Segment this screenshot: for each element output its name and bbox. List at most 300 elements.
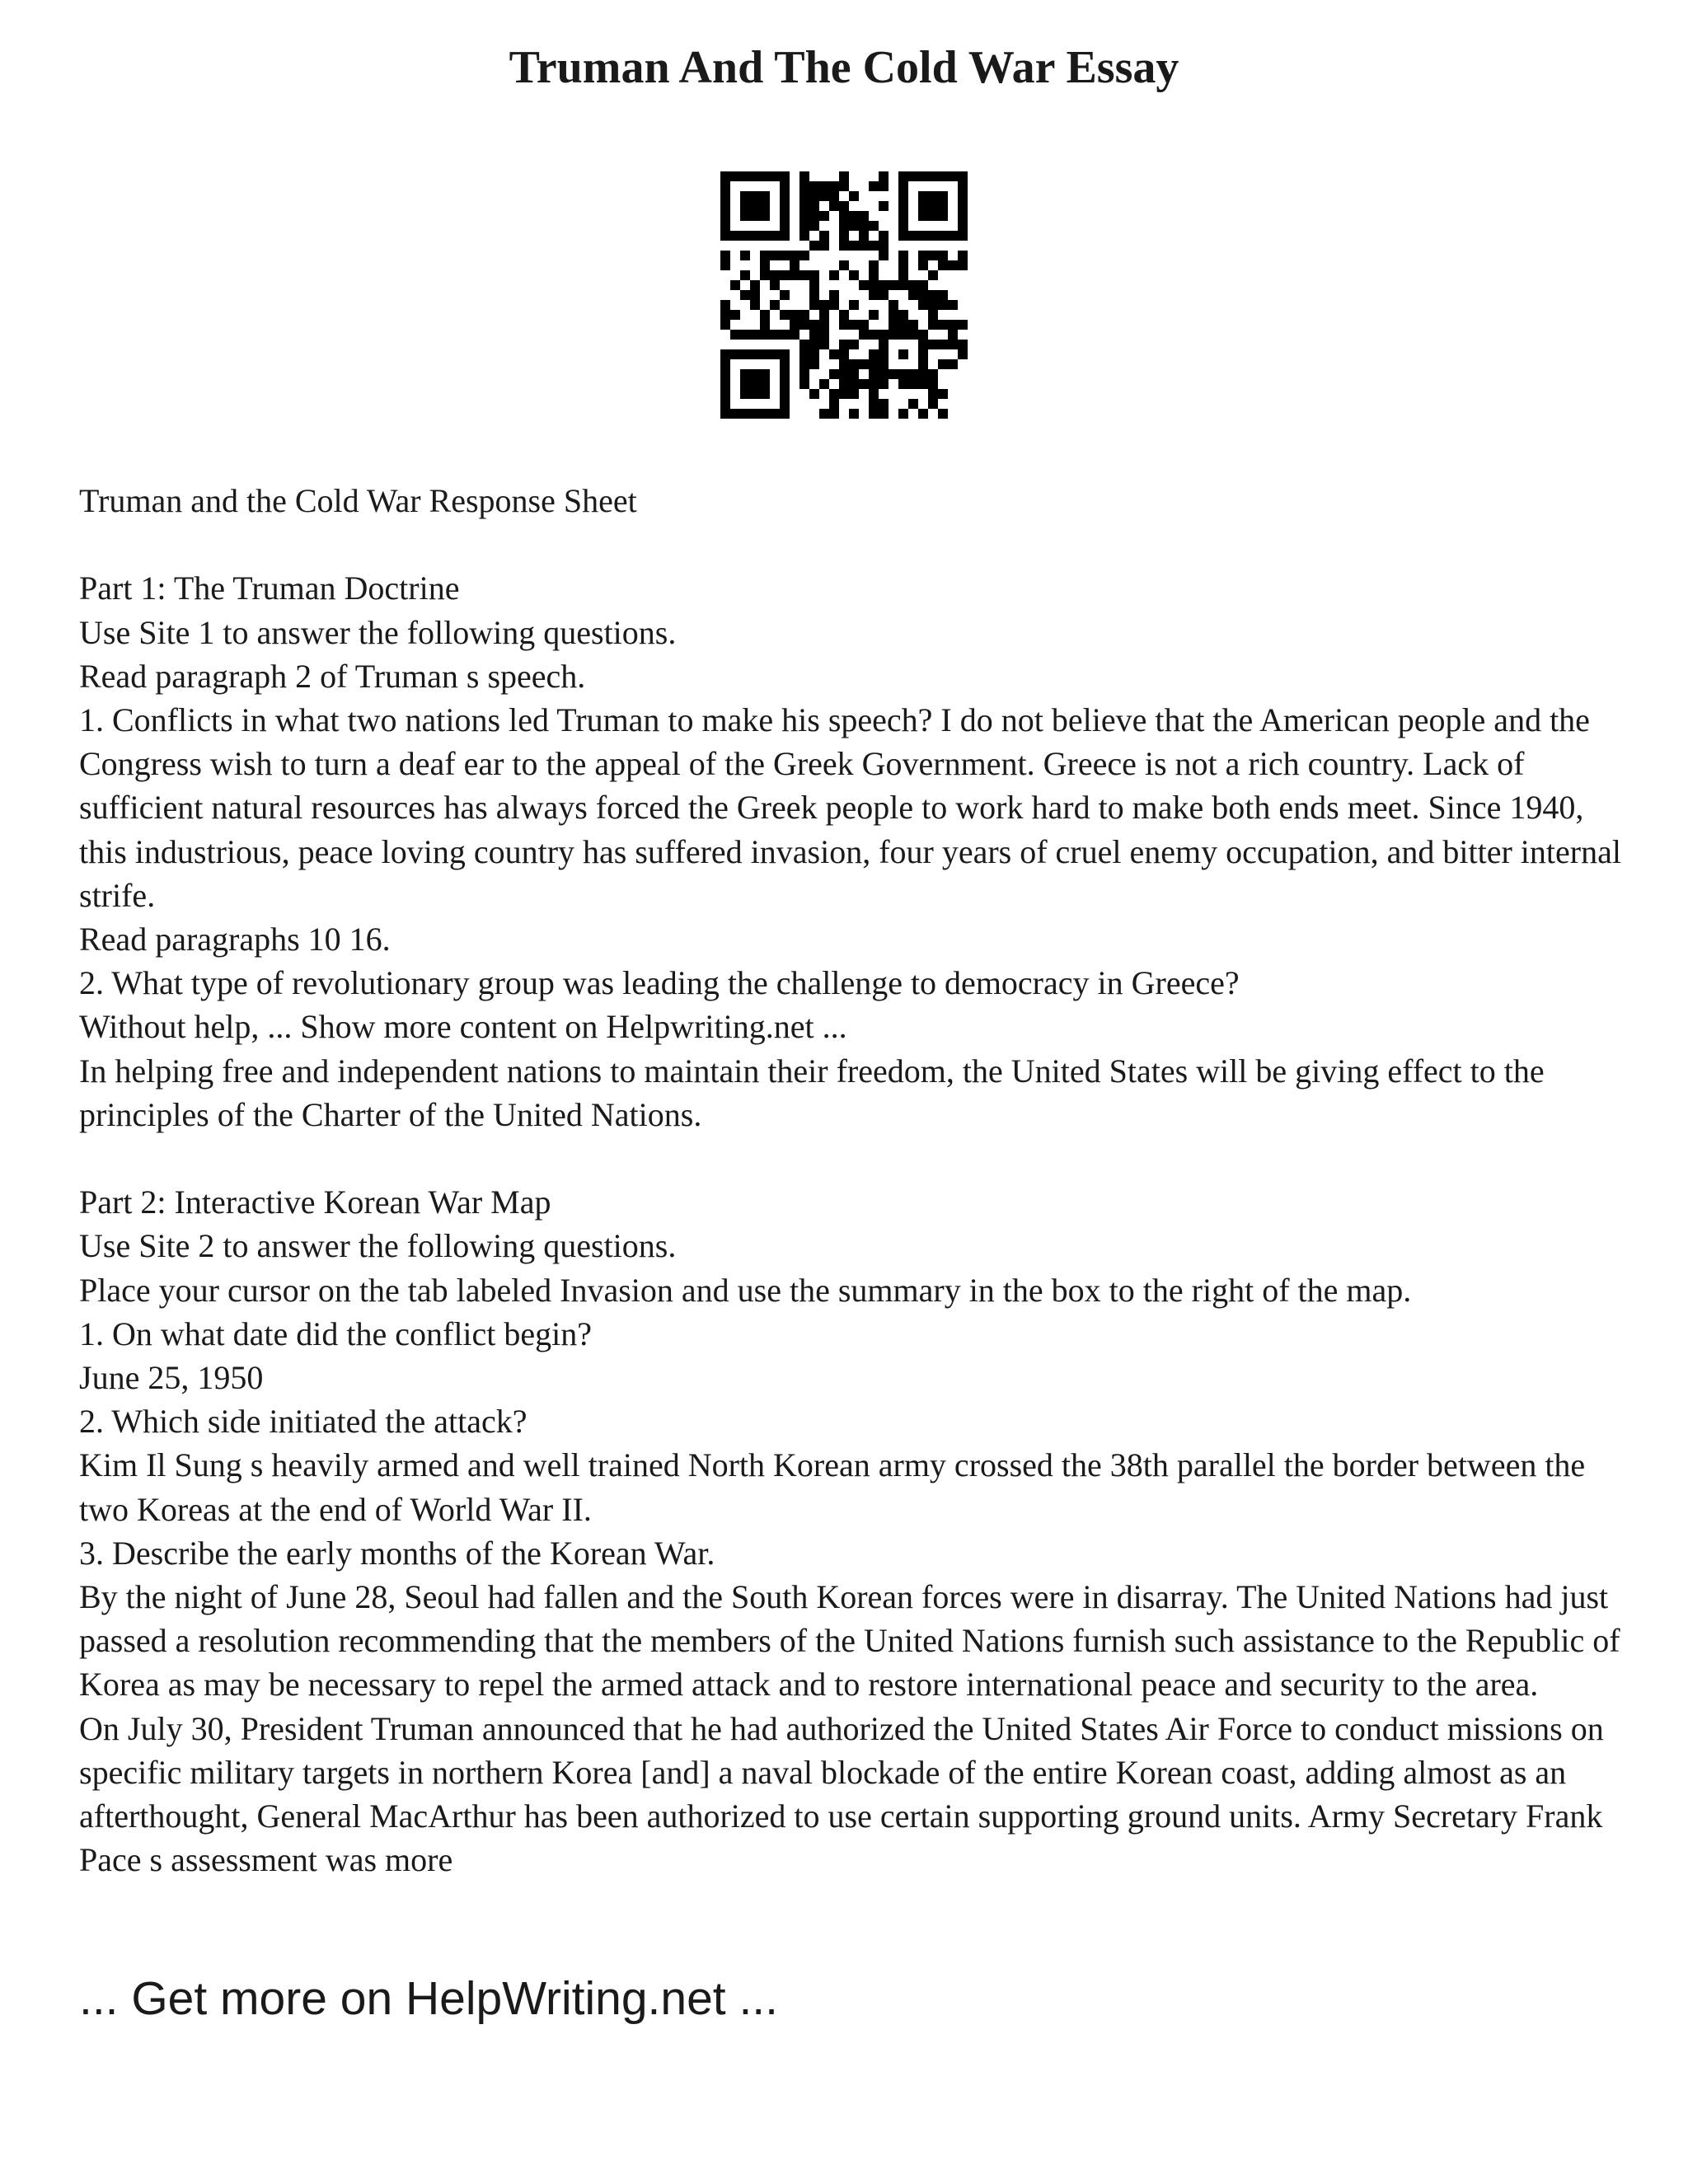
qr-module [918, 330, 928, 340]
qr-module [948, 340, 958, 349]
qr-module [938, 290, 948, 300]
qr-module [829, 270, 839, 280]
qr-module [958, 171, 968, 181]
qr-module [958, 349, 968, 359]
qr-module [809, 340, 819, 349]
qr-module [839, 369, 849, 379]
qr-module [918, 251, 928, 260]
qr-module [760, 330, 770, 340]
qr-module [849, 241, 859, 251]
qr-module [938, 260, 948, 270]
qr-module [839, 310, 849, 320]
qr-module [869, 389, 879, 399]
qr-module [760, 211, 770, 221]
part1-question-1: 1. Conflicts in what two nations led Truman to make his speech? I do not believe that the American people and the Congress wish to turn a deaf ear to the appeal of the Greek Government. Greece is not a rich country. Lack of sufficient natural resources has always forced the Greek people to work hard to make both ends meet. Since 1940, this industrious, peace loving country has suffered invasion, four years of cruel enemy occupation, and bitter internal strife. [79, 701, 1621, 914]
qr-module [869, 409, 879, 419]
qr-module [750, 379, 760, 389]
qr-module [839, 260, 849, 270]
qr-module [740, 270, 750, 280]
qr-module [809, 300, 819, 310]
qr-module [809, 211, 819, 221]
qr-module [898, 221, 908, 231]
qr-module [849, 369, 859, 379]
qr-module [859, 241, 869, 251]
qr-module [879, 290, 889, 300]
qr-module [928, 270, 938, 280]
qr-module [740, 369, 750, 379]
qr-module [819, 409, 829, 419]
qr-module [958, 191, 968, 201]
qr-module [760, 201, 770, 211]
qr-module [898, 181, 908, 191]
qr-module [740, 201, 750, 211]
qr-module [879, 181, 889, 191]
qr-module [958, 221, 968, 231]
qr-module [790, 251, 799, 260]
qr-module [809, 320, 819, 330]
qr-module [839, 379, 849, 389]
qr-module [760, 389, 770, 399]
qr-module [938, 389, 948, 399]
qr-module [740, 379, 750, 389]
qr-module [869, 221, 879, 231]
qr-module [740, 330, 750, 340]
qr-module [770, 330, 780, 340]
qr-module [799, 340, 809, 349]
qr-module [799, 201, 809, 211]
qr-module [780, 251, 790, 260]
qr-module [898, 369, 908, 379]
qr-module [948, 260, 958, 270]
qr-module [770, 300, 780, 310]
qr-module [740, 191, 750, 201]
qr-module [750, 300, 760, 310]
qr-module [750, 171, 760, 181]
qr-module [809, 270, 819, 280]
qr-module [819, 300, 829, 310]
qr-module [809, 330, 819, 340]
part1-read-instruction-2: Read paragraphs 10 16. [79, 921, 391, 958]
qr-module [898, 231, 908, 241]
qr-module [760, 270, 770, 280]
qr-module [740, 349, 750, 359]
qr-module [918, 231, 928, 241]
qr-module [948, 171, 958, 181]
qr-module [750, 290, 760, 300]
qr-module [859, 211, 869, 221]
qr-module [918, 211, 928, 221]
qr-module [928, 231, 938, 241]
qr-module [948, 320, 958, 330]
qr-module [908, 231, 918, 241]
qr-module [780, 191, 790, 201]
qr-module [809, 201, 819, 211]
qr-module [730, 171, 740, 181]
qr-module [869, 399, 879, 409]
qr-module [819, 320, 829, 330]
qr-module [879, 171, 889, 181]
qr-module [908, 171, 918, 181]
qr-module [839, 359, 849, 369]
qr-module [780, 349, 790, 359]
qr-module [908, 320, 918, 330]
qr-module [889, 320, 898, 330]
qr-module [918, 300, 928, 310]
qr-module [859, 221, 869, 231]
qr-module [750, 389, 760, 399]
qr-module [829, 349, 839, 359]
qr-module [958, 211, 968, 221]
qr-module [958, 260, 968, 270]
qr-module [938, 340, 948, 349]
qr-module [730, 310, 740, 320]
qr-module [889, 300, 898, 310]
qr-module [799, 211, 809, 221]
qr-module [879, 340, 889, 349]
qr-module [938, 300, 948, 310]
qr-module [839, 320, 849, 330]
qr-module [879, 359, 889, 369]
part2-answer-2: Kim Il Sung s heavily armed and well trained North Korean army crossed the 38th parallel the border between the two Koreas at the end of World War II. [79, 1446, 1586, 1528]
qr-module [720, 211, 730, 221]
qr-module [889, 310, 898, 320]
part2-answer-1: June 25, 1950 [79, 1359, 264, 1397]
qr-module [938, 201, 948, 211]
qr-module [809, 349, 819, 359]
qr-module [839, 201, 849, 211]
part2-question-1: 1. On what date did the conflict begin? [79, 1315, 593, 1352]
qr-module [799, 320, 809, 330]
qr-module [829, 191, 839, 201]
qr-module [720, 181, 730, 191]
qr-module [760, 310, 770, 320]
qr-module [958, 231, 968, 241]
qr-module [898, 201, 908, 211]
qr-module [879, 369, 889, 379]
qr-module [898, 270, 908, 280]
qr-module [829, 409, 839, 419]
qr-module [799, 310, 809, 320]
qr-module [720, 349, 730, 359]
qr-module [958, 251, 968, 260]
qr-module [898, 320, 908, 330]
qr-module [790, 320, 799, 330]
qr-module [879, 379, 889, 389]
qr-module [898, 260, 908, 270]
qr-module [849, 340, 859, 349]
qr-module [898, 280, 908, 290]
qr-module [780, 231, 790, 241]
part1-paragraph: In helping free and independent nations to maintain their freedom, the United States will be giving effect to the principles of the Charter of the United Nations. [79, 1052, 1545, 1133]
qr-module [829, 300, 839, 310]
part2-answer-3a: By the night of June 28, Seoul had fallen and the South Korean forces were in disarray. The United Nations had just passed a resolution recommending that the members of the United Nations furnish such assistance to the Republic of Korea as may be necessary to repel the armed attack and to restore international peace and security to the area. [79, 1578, 1620, 1704]
qr-module [918, 359, 928, 369]
qr-module [819, 330, 829, 340]
qr-module [720, 359, 730, 369]
qr-module [720, 251, 730, 260]
qr-module [849, 320, 859, 330]
qr-module [819, 231, 829, 241]
qr-module [790, 310, 799, 320]
qr-module [938, 231, 948, 241]
qr-module [938, 191, 948, 201]
qr-module [750, 330, 760, 340]
qr-module [809, 221, 819, 231]
qr-module [720, 191, 730, 201]
qr-module [898, 379, 908, 389]
qr-module [869, 270, 879, 280]
qr-module [780, 270, 790, 280]
qr-module [928, 399, 938, 409]
part2-question-3: 3. Describe the early months of the Korean War. [79, 1534, 715, 1572]
qr-module [760, 349, 770, 359]
qr-module [819, 191, 829, 201]
qr-module [918, 260, 928, 270]
qr-module [790, 330, 799, 340]
qr-module [908, 369, 918, 379]
qr-module [839, 241, 849, 251]
qr-module [928, 310, 938, 320]
qr-module [780, 290, 790, 300]
qr-module [730, 280, 740, 290]
qr-module [849, 221, 859, 231]
qr-module [869, 280, 879, 290]
qr-module [879, 251, 889, 260]
qr-module [750, 231, 760, 241]
qr-module [938, 359, 948, 369]
spacer [79, 523, 1629, 566]
qr-module [898, 330, 908, 340]
qr-module [879, 241, 889, 251]
qr-module [869, 310, 879, 320]
qr-module [829, 399, 839, 409]
qr-module [898, 211, 908, 221]
qr-module [809, 191, 819, 201]
part1-heading: Part 1: The Truman Doctrine [79, 569, 460, 607]
qr-module [809, 181, 819, 191]
qr-module [898, 409, 908, 419]
qr-module [760, 171, 770, 181]
get-more-link[interactable]: ... Get more on HelpWriting.net ... [79, 1972, 778, 2025]
qr-module [829, 181, 839, 191]
qr-module [799, 359, 809, 369]
qr-module [918, 409, 928, 419]
qr-module [859, 359, 869, 369]
qr-module [720, 231, 730, 241]
qr-module [770, 171, 780, 181]
qr-module [760, 231, 770, 241]
qr-module [819, 310, 829, 320]
qr-module [958, 320, 968, 330]
qr-module [720, 409, 730, 419]
qr-module [839, 231, 849, 241]
qr-module [780, 171, 790, 181]
qr-module [869, 241, 879, 251]
qr-module [869, 181, 879, 191]
qr-module [948, 359, 958, 369]
qr-module [839, 211, 849, 221]
qr-module [849, 389, 859, 399]
qr-module [750, 369, 760, 379]
qr-module [730, 409, 740, 419]
qr-module [859, 379, 869, 389]
qr-module [780, 369, 790, 379]
qr-module [869, 290, 879, 300]
qr-module [928, 369, 938, 379]
qr-module [908, 330, 918, 340]
qr-module [928, 201, 938, 211]
qr-module [928, 290, 938, 300]
qr-module [770, 231, 780, 241]
qr-module [799, 181, 809, 191]
qr-module [720, 221, 730, 231]
qr-module [839, 221, 849, 231]
qr-module [918, 369, 928, 379]
qr-module [780, 409, 790, 419]
part2-answer-3b: On July 30, President Truman announced that he had authorized the United States Air Force to conduct missions on specific military targets in northern Korea [and] a naval blockade of the entire Korean coast, adding almost as an afterthought, General MacArthur has been authorized to use certain supporting ground units. Army Secretary Frank Pace s assessment was more [79, 1709, 1604, 1879]
qr-module [938, 171, 948, 181]
qr-module [918, 201, 928, 211]
qr-module [948, 231, 958, 241]
qr-module [908, 379, 918, 389]
qr-module [958, 340, 968, 349]
qr-module [918, 171, 928, 181]
qr-module [809, 359, 819, 369]
qr-module [760, 409, 770, 419]
response-sheet-heading: Truman and the Cold War Response Sheet [79, 482, 637, 519]
qr-module [740, 251, 750, 260]
qr-module [799, 369, 809, 379]
qr-module [720, 320, 730, 330]
qr-module [898, 251, 908, 260]
show-more-text: Without help, ... Show more content on Helpwriting.net ... [79, 1008, 847, 1046]
qr-module [859, 231, 869, 241]
qr-module [958, 181, 968, 191]
qr-module [918, 340, 928, 349]
qr-module [859, 330, 869, 340]
qr-module [869, 379, 879, 389]
qr-module [869, 359, 879, 369]
qr-module [780, 211, 790, 221]
qr-module [928, 320, 938, 330]
qr-module [780, 181, 790, 191]
qr-module [869, 330, 879, 340]
qr-module [928, 340, 938, 349]
qr-module [740, 389, 750, 399]
qr-module [849, 270, 859, 280]
qr-module [760, 251, 770, 260]
qr-module [928, 389, 938, 399]
qr-module [908, 290, 918, 300]
qr-module [898, 191, 908, 201]
qr-module [720, 171, 730, 181]
qr-module [760, 191, 770, 201]
qr-module [819, 379, 829, 389]
qr-module [879, 231, 889, 241]
qr-code-icon [720, 171, 968, 419]
qr-module [948, 300, 958, 310]
qr-module [849, 191, 859, 201]
qr-module [720, 399, 730, 409]
qr-module [740, 171, 750, 181]
qr-module [928, 379, 938, 389]
qr-module [918, 349, 928, 359]
qr-module [720, 300, 730, 310]
qr-module [819, 211, 829, 221]
qr-module [799, 270, 809, 280]
qr-module [839, 389, 849, 399]
qr-module [730, 231, 740, 241]
qr-module [750, 201, 760, 211]
qr-module [918, 191, 928, 201]
part2-cursor-instruction: Place your cursor on the tab labeled Invasion and use the summary in the box to the right of the map. [79, 1271, 1412, 1309]
qr-module [720, 389, 730, 399]
qr-module [928, 251, 938, 260]
qr-module [958, 201, 968, 211]
qr-module [760, 369, 770, 379]
qr-module [918, 379, 928, 389]
qr-module [780, 201, 790, 211]
qr-module [819, 241, 829, 251]
qr-module [859, 280, 869, 290]
qr-module [908, 280, 918, 290]
qr-module [918, 280, 928, 290]
qr-module [879, 349, 889, 359]
document-title: Truman And The Cold War Essay [509, 42, 1179, 93]
qr-module [809, 241, 819, 251]
qr-module [849, 359, 859, 369]
qr-module [740, 211, 750, 221]
qr-module [889, 330, 898, 340]
qr-module [928, 211, 938, 221]
qr-module [839, 181, 849, 191]
qr-module [760, 379, 770, 389]
qr-module [918, 290, 928, 300]
document-body [79, 479, 1629, 1882]
qr-module [720, 260, 730, 270]
qr-module [829, 290, 839, 300]
qr-module [720, 201, 730, 211]
qr-module [849, 409, 859, 419]
qr-module [869, 260, 879, 270]
qr-module [859, 320, 869, 330]
qr-module [770, 251, 780, 260]
qr-module [790, 270, 799, 280]
part1-read-instruction: Read paragraph 2 of Truman s speech. [79, 657, 586, 695]
qr-module [780, 389, 790, 399]
qr-module [740, 231, 750, 241]
qr-module [750, 280, 760, 290]
qr-module [720, 310, 730, 320]
qr-module [879, 330, 889, 340]
qr-module [770, 280, 780, 290]
qr-module [790, 260, 799, 270]
qr-module [799, 349, 809, 359]
qr-module [730, 349, 740, 359]
qr-module [889, 280, 898, 290]
qr-module [740, 290, 750, 300]
part1-question-2: 2. What type of revolutionary group was leading the challenge to democracy in Greece? [79, 964, 1240, 1002]
part1-instruction: Use Site 1 to answer the following questions. [79, 613, 677, 651]
qr-module [740, 409, 750, 419]
qr-module [799, 171, 809, 181]
qr-module [898, 310, 908, 320]
qr-module [839, 171, 849, 181]
qr-module [879, 399, 889, 409]
qr-module [839, 349, 849, 359]
part2-question-2: 2. Which side initiated the attack? [79, 1403, 528, 1441]
qr-module [938, 251, 948, 260]
